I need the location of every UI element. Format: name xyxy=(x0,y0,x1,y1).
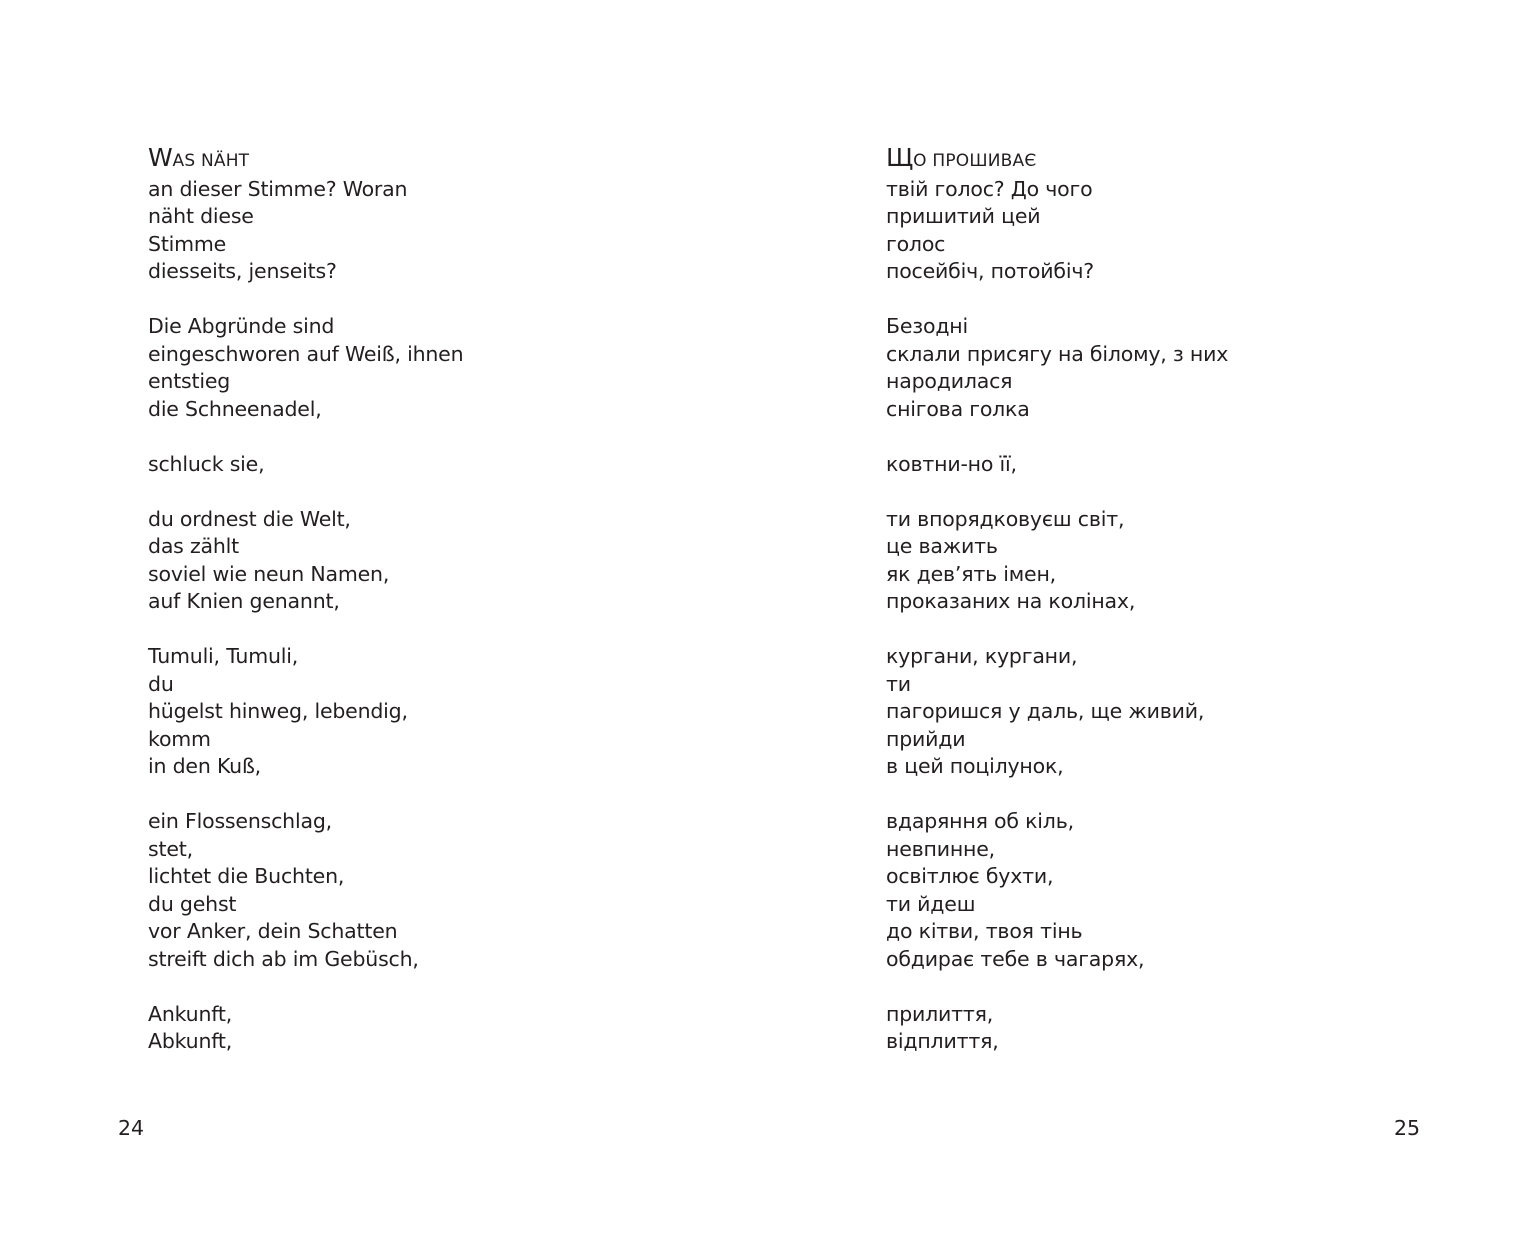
poem-line: посейбіч, потойбіч? xyxy=(886,259,1094,283)
right-page xyxy=(768,0,1536,1241)
poem-line: вдаряння об кіль, xyxy=(886,809,1074,833)
stanza-6 xyxy=(886,808,1228,973)
poem-line: відплиття, xyxy=(886,1029,999,1053)
poem-line: ein Flossenschlag, xyxy=(148,809,332,833)
poem-line: schluck sie, xyxy=(148,451,265,476)
poem-line: auf Knien genannt, xyxy=(148,589,340,613)
poem-line: Abkunft, xyxy=(148,1029,233,1053)
poem-line: in den Kuß, xyxy=(148,754,261,778)
poem-line: das zählt xyxy=(148,534,240,558)
poem-german xyxy=(148,144,463,1083)
poem-line: entstieg xyxy=(148,369,231,393)
poem-line: невпинне, xyxy=(886,836,995,861)
poem-line: ковтни-но її, xyxy=(886,451,1017,476)
poem-line: die Schneenadel, xyxy=(148,396,322,421)
stanza-4 xyxy=(148,506,463,616)
stanza-7 xyxy=(886,1001,1228,1056)
poem-line: пришитий цей xyxy=(886,204,1041,228)
stanza-1 xyxy=(886,144,1228,286)
title-initial: Щ xyxy=(886,143,914,172)
poem-title xyxy=(886,144,1228,176)
poem-line: прилиття, xyxy=(886,1001,994,1026)
stanza-5 xyxy=(886,643,1228,781)
poem-line: проказаних на колінах, xyxy=(886,589,1136,613)
poem-line: eingeschworen auf Weiß, ihnen xyxy=(148,341,464,366)
poem-line: до кітви, твоя тінь xyxy=(886,919,1083,943)
poem-line: як дев’ять імен, xyxy=(886,561,1056,586)
poem-line: твій голос? До чого xyxy=(886,176,1093,201)
poem-line: голос xyxy=(886,231,946,256)
poem-line: народилася xyxy=(886,369,1013,393)
stanza-5 xyxy=(148,643,463,781)
stanza-2 xyxy=(148,313,463,423)
poem-line: komm xyxy=(148,726,211,751)
poem-line: diesseits, jenseits? xyxy=(148,259,337,283)
poem-line: обдирає тебе в чагарях, xyxy=(886,946,1145,971)
poem-line: stet, xyxy=(148,836,193,861)
stanza-2 xyxy=(886,313,1228,423)
poem-line: прийди xyxy=(886,726,966,751)
poem-line: це важить xyxy=(886,534,998,558)
poem-line: кургани, кургани, xyxy=(886,644,1078,668)
stanza-7 xyxy=(148,1001,463,1056)
stanza-6 xyxy=(148,808,463,973)
poem-line: в цей поцілунок, xyxy=(886,754,1064,778)
poem-line: Ankunft, xyxy=(148,1001,233,1026)
poem-line: пагоришся у даль, ще живий, xyxy=(886,699,1205,723)
title-rest: AS NÄHT xyxy=(172,151,250,171)
poem-line: soviel wie neun Namen, xyxy=(148,561,390,586)
stanza-4 xyxy=(886,506,1228,616)
poem-line: du xyxy=(148,671,174,696)
poem-line: ти йдеш xyxy=(886,891,976,916)
poem-line: vor Anker, dein Schatten xyxy=(148,919,398,943)
poem-line: снігова голка xyxy=(886,396,1030,421)
poem-line: an dieser Stimme? Woran xyxy=(148,176,408,201)
title-rest: О ПРОШИВАЄ xyxy=(913,151,1037,171)
poem-line: ти впорядковуєш світ, xyxy=(886,506,1125,531)
title-initial: W xyxy=(148,143,173,172)
stanza-1 xyxy=(148,144,463,286)
poem-title xyxy=(148,144,463,176)
poem-line: ти xyxy=(886,671,911,696)
stanza-3 xyxy=(886,451,1228,479)
poem-line: streift dich ab im Gebüsch, xyxy=(148,946,419,971)
poem-line: hügelst hinweg, lebendig, xyxy=(148,699,408,723)
poem-line: склали присягу на білому, з них xyxy=(886,341,1229,366)
poem-line: du gehst xyxy=(148,891,237,916)
poem-line: Stimme xyxy=(148,231,227,256)
poem-line: Безодні xyxy=(886,314,968,338)
page-number: 24 xyxy=(118,1116,145,1140)
poem-line: освітлює бухти, xyxy=(886,864,1054,888)
poem-ukrainian xyxy=(886,144,1228,1083)
poem-line: näht diese xyxy=(148,204,254,228)
page-number: 25 xyxy=(1394,1116,1421,1140)
stanza-3 xyxy=(148,451,463,479)
poem-line: Tumuli, Tumuli, xyxy=(148,644,299,668)
poem-line: lichtet die Buchten, xyxy=(148,864,345,888)
poem-line: du ordnest die Welt, xyxy=(148,506,351,531)
poem-line: Die Abgründe sind xyxy=(148,314,335,338)
